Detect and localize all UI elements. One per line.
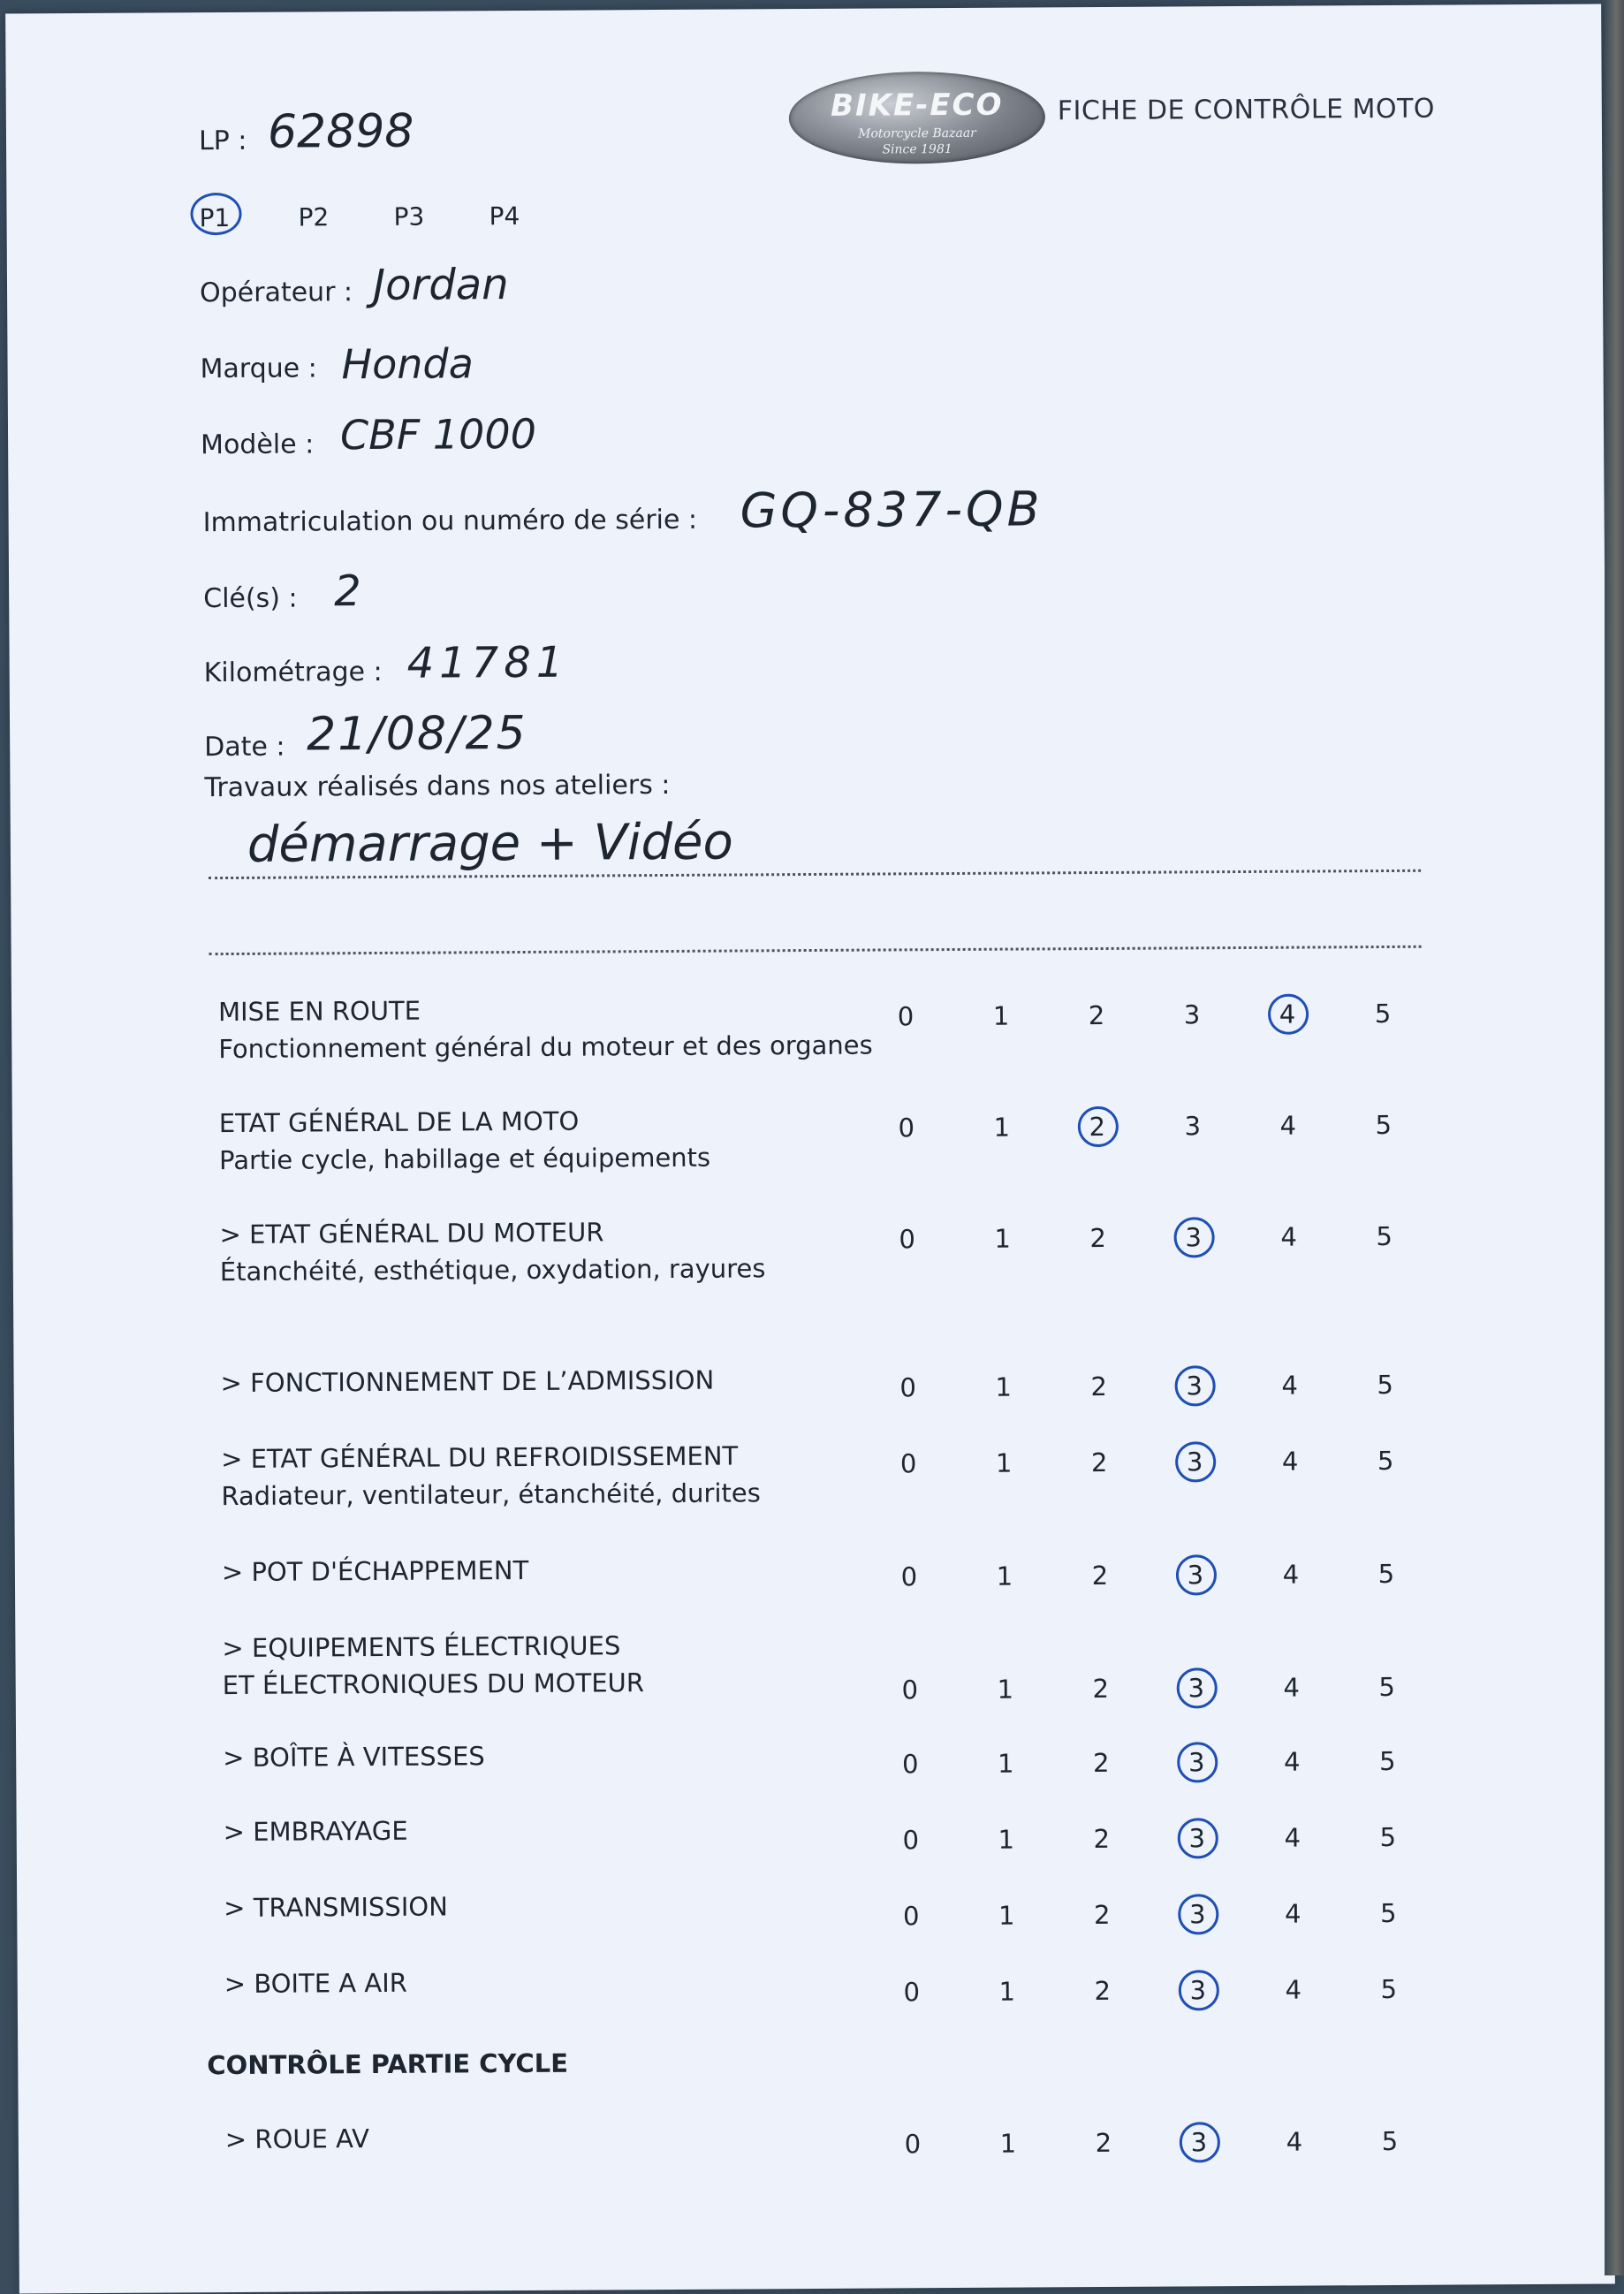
selected-score-circle [1176,1554,1217,1595]
selected-score-circle [1268,994,1309,1035]
score-option-0[interactable]: 0 [897,1001,914,1032]
score-option-2[interactable]: 2 [1089,1222,1106,1254]
rating-row-title: ETAT GÉNÉRAL DE LA MOTO [218,1105,580,1139]
rating-row-title: > ETAT GÉNÉRAL DU MOTEUR [219,1217,604,1250]
score-option-2[interactable]: 2 [1090,1371,1107,1402]
score-option-0[interactable]: 0 [899,1448,917,1479]
operateur-label: Opérateur : [199,277,353,309]
selected-score-circle [1177,1667,1218,1708]
travaux-dotted-line-2 [209,946,1422,955]
score-option-2[interactable]: 2 [1092,1673,1110,1705]
score-option-2[interactable]: 2 [1093,1899,1111,1931]
score-option-4[interactable]: 4 [1279,1110,1297,1141]
lp-label: LP : [198,125,247,157]
immatriculation-label: Immatriculation ou numéro de série : [202,504,698,539]
cles-value[interactable]: 2 [333,566,361,617]
selected-score-circle [1178,1894,1218,1934]
score-option-2[interactable]: 2 [1088,999,1105,1031]
selected-score-circle [1173,1217,1214,1257]
logo-since: Since 1981 [882,141,952,157]
section-title-partie-cycle: CONTRÔLE PARTIE CYCLE [207,2047,569,2081]
score-option-0[interactable]: 0 [898,1113,915,1143]
rating-row-title: > BOÎTE À VITESSES [223,1741,485,1774]
rating-row-title: > EQUIPEMENTS ÉLECTRIQUES [222,1630,621,1664]
rating-row-title: > BOITE A AIR [224,1967,408,2000]
score-option-4[interactable]: 4 [1281,1446,1299,1477]
score-option-5[interactable]: 5 [1381,2125,1399,2157]
selected-score-circle [1175,1365,1216,1406]
score-option-3[interactable]: 3 [1190,2127,1208,2158]
selected-score-circle [1178,1818,1218,1858]
rating-row-title: > EMBRAYAGE [223,1815,408,1848]
score-option-4[interactable]: 4 [1281,1370,1298,1401]
score-option-2[interactable]: 2 [1090,1447,1108,1478]
rating-row-description: Fonctionnement général du moteur et des organes [218,1029,873,1065]
score-option-2[interactable]: 2 [1093,1823,1111,1855]
score-option-1[interactable]: 1 [992,1000,1010,1031]
rating-row-title: > ROUE AV [224,2123,370,2155]
position-option-p2[interactable]: P2 [298,202,330,232]
score-option-2[interactable]: 2 [1095,2127,1112,2159]
marque-value[interactable]: Honda [341,339,474,389]
selected-score-circle [1175,1441,1216,1482]
kilometrage-label: Kilométrage : [203,656,383,689]
background-edge [1605,0,1624,2275]
score-option-0[interactable]: 0 [899,1372,916,1403]
rating-row-title: > TRANSMISSION [224,1891,448,1924]
modele-value[interactable]: CBF 1000 [339,409,537,460]
score-option-4[interactable]: 4 [1285,1974,1302,2005]
score-option-0[interactable]: 0 [902,1825,920,1856]
score-option-5[interactable]: 5 [1376,1220,1393,1252]
logo-brand-text: BIKE-ECO [830,87,1004,124]
immatriculation-value[interactable]: GQ-837-QB [740,481,1043,539]
score-option-5[interactable]: 5 [1378,1745,1396,1777]
score-option-3[interactable]: 3 [1189,1975,1207,2006]
modele-label: Modèle : [201,429,315,461]
score-option-3[interactable]: 3 [1185,1222,1202,1253]
score-option-4[interactable]: 4 [1284,1898,1301,1929]
score-option-5[interactable]: 5 [1380,1973,1398,2005]
score-option-3[interactable]: 3 [1186,1447,1203,1477]
position-option-p1[interactable]: P1 [199,202,231,233]
score-option-1[interactable]: 1 [997,1674,1014,1705]
score-option-5[interactable]: 5 [1377,1445,1394,1477]
rating-row-description: Étanchéité, esthétique, oxydation, rayures [219,1253,766,1288]
score-option-5[interactable]: 5 [1379,1821,1397,1853]
score-option-0[interactable]: 0 [901,1675,919,1705]
selected-score-circle [1177,1742,1218,1782]
selected-score-circle [1078,1106,1119,1147]
score-option-0[interactable]: 0 [901,1749,919,1780]
score-option-2[interactable]: 2 [1092,1747,1110,1779]
score-option-1[interactable]: 1 [995,1371,1012,1402]
rating-row-description: Radiateur, ventilateur, étanchéité, durites [221,1477,761,1512]
score-option-1[interactable]: 1 [998,1824,1015,1855]
score-option-1[interactable]: 1 [995,1447,1013,1478]
rating-row-description: Partie cycle, habillage et équipements [218,1142,711,1176]
rating-row-title: > ETAT GÉNÉRAL DU REFROIDISSEMENT [221,1440,739,1475]
score-option-4[interactable]: 4 [1284,1822,1301,1853]
score-option-4[interactable]: 4 [1280,1221,1297,1252]
bike-eco-logo [789,71,1046,164]
score-option-4[interactable]: 4 [1286,2126,1303,2157]
score-option-1[interactable]: 1 [996,1561,1013,1591]
score-option-3[interactable]: 3 [1188,1823,1206,1854]
score-option-5[interactable]: 5 [1378,1671,1396,1703]
score-option-1[interactable]: 1 [993,1112,1011,1143]
inspection-sheet [5,4,1615,2294]
score-option-4[interactable]: 4 [1283,1672,1301,1703]
score-option-0[interactable]: 0 [902,1901,920,1932]
score-option-1[interactable]: 1 [994,1223,1011,1254]
score-option-3[interactable]: 3 [1183,999,1201,1030]
score-option-5[interactable]: 5 [1377,1369,1393,1401]
operateur-value[interactable]: Jordan [372,260,509,311]
position-option-p3[interactable]: P3 [393,201,425,232]
selected-score-circle [1180,2122,1220,2162]
logo-subtitle: Motorcycle Bazaar [858,125,976,141]
score-option-4[interactable]: 4 [1282,1559,1300,1590]
score-option-4[interactable]: 4 [1283,1746,1301,1777]
rating-row-title: > POT D'ÉCHAPPEMENT [221,1554,529,1588]
score-option-5[interactable]: 5 [1375,1109,1393,1141]
rating-row-title: MISE EN ROUTE [217,995,421,1028]
lp-value[interactable]: 62898 [267,104,414,159]
selected-position-circle [190,193,241,235]
score-option-3[interactable]: 3 [1188,1673,1205,1704]
score-option-3[interactable]: 3 [1187,1560,1204,1591]
rating-row-title: > FONCTIONNEMENT DE L’ADMISSION [220,1364,715,1399]
score-option-3[interactable]: 3 [1188,1747,1205,1778]
travaux-line-1[interactable]: démarrage + Vidéo [247,813,733,874]
score-option-0[interactable]: 0 [899,1224,915,1255]
score-option-3[interactable]: 3 [1188,1899,1206,1930]
score-option-5[interactable]: 5 [1379,1897,1397,1929]
score-option-0[interactable]: 0 [900,1561,918,1592]
travaux-label: Travaux réalisés dans nos ateliers : [204,769,671,804]
score-option-1[interactable]: 1 [997,1748,1014,1779]
rating-row-description: ET ÉLECTRONIQUES DU MOTEUR [222,1667,645,1701]
date-label: Date : [204,731,285,763]
score-option-1[interactable]: 1 [999,2128,1017,2159]
score-option-3[interactable]: 3 [1186,1371,1203,1401]
score-option-0[interactable]: 0 [903,1977,921,2008]
score-option-0[interactable]: 0 [904,2129,922,2160]
kilometrage-value[interactable]: 41781 [406,637,569,688]
score-option-2[interactable]: 2 [1089,1111,1106,1143]
cles-label: Clé(s) : [203,582,298,615]
score-option-5[interactable]: 5 [1377,1558,1395,1590]
position-option-p4[interactable]: P4 [489,201,520,232]
score-option-1[interactable]: 1 [998,1900,1015,1931]
score-option-4[interactable]: 4 [1279,999,1296,1029]
marque-label: Marque : [200,353,317,385]
date-value[interactable]: 21/08/25 [306,706,527,762]
selected-score-circle [1179,1970,1219,2010]
score-option-2[interactable]: 2 [1094,1975,1112,2007]
score-option-1[interactable]: 1 [998,1976,1016,2007]
page-title: FICHE DE CONTRÔLE MOTO [1057,93,1436,127]
score-option-2[interactable]: 2 [1091,1560,1109,1591]
score-option-5[interactable]: 5 [1374,998,1392,1029]
score-option-3[interactable]: 3 [1184,1111,1202,1142]
